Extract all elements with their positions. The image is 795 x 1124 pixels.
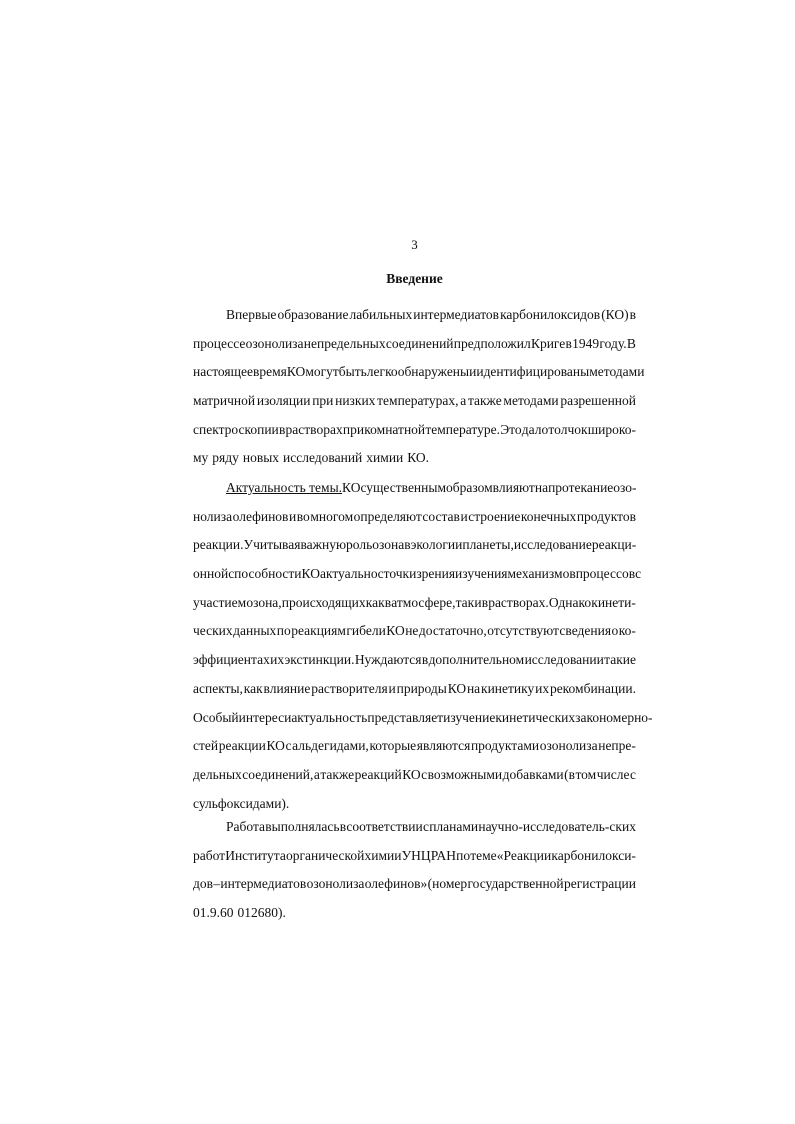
word: работ (193, 847, 226, 863)
word: дов (193, 876, 213, 892)
word: с (421, 766, 428, 782)
word: дополнительном (428, 652, 525, 668)
word: рекомбинации. (549, 680, 636, 696)
word: РАН (430, 847, 457, 863)
word: добавками (502, 766, 564, 782)
word: Нуждаются (354, 652, 422, 668)
word: изучение (443, 709, 496, 725)
text-line (193, 503, 636, 532)
word: кинети- (591, 594, 636, 610)
word: исследований (283, 450, 363, 466)
word: ческих (193, 623, 233, 639)
word: озо- (613, 480, 637, 495)
word: нолиза (193, 508, 233, 524)
word: Института (225, 847, 286, 863)
word: методами (503, 393, 559, 409)
word: конечных (520, 508, 577, 524)
word: «Реакции (496, 847, 552, 863)
word: новых (242, 450, 280, 466)
text-line (193, 387, 636, 416)
word: (КО) (601, 307, 629, 322)
word: научно-исследователь-ских (478, 819, 636, 834)
word: и (284, 709, 292, 725)
word: планами (429, 819, 479, 834)
word: протекание (548, 480, 614, 495)
word: КО (402, 766, 421, 782)
word: в (565, 335, 572, 351)
word: озонолиза (306, 876, 365, 892)
word: представляет (367, 709, 444, 725)
word: толчок (548, 421, 588, 437)
word: числе (596, 766, 630, 782)
word: сульфоксидами). (193, 795, 290, 811)
word: комнатной (364, 421, 426, 437)
text-line (193, 589, 636, 618)
text-line (193, 646, 636, 675)
word: происходящих (281, 594, 366, 610)
word: исследовании (524, 652, 604, 668)
word: 1949 (572, 335, 600, 351)
word: данных (233, 623, 277, 639)
word: КО. (407, 450, 430, 466)
word: органической (285, 847, 365, 863)
paragraph-intro (193, 301, 645, 473)
word: влияние (263, 680, 311, 696)
word: как (365, 594, 385, 610)
word: не (405, 623, 419, 639)
word: 01.9.60 (193, 905, 234, 921)
word: Учитывая (243, 537, 301, 553)
word: температуре. (425, 421, 500, 437)
word: природы (396, 680, 447, 696)
word: исследование (513, 537, 592, 553)
word: широко- (587, 421, 636, 437)
word: точки (383, 566, 417, 582)
word: растворах. (488, 594, 549, 610)
word: а (460, 393, 467, 409)
word: на (466, 680, 481, 696)
word: химии (364, 847, 402, 863)
text-line (193, 301, 636, 330)
word: процессов (575, 566, 636, 582)
word: о (611, 623, 619, 639)
word: реакции (218, 738, 266, 754)
word: олефинов» (364, 876, 428, 892)
word: (номер (427, 876, 468, 892)
word: образование (277, 307, 349, 322)
text-line (193, 617, 636, 646)
word: идентифицированы (476, 364, 590, 380)
word: методами (589, 364, 645, 380)
word: интерес (238, 709, 285, 725)
word: многом (310, 508, 354, 524)
text-line (193, 474, 636, 503)
word: определяют (353, 508, 422, 524)
word: экологии (410, 537, 463, 553)
word: важную (300, 537, 347, 553)
word: отсутствуют (487, 623, 559, 639)
word: Особый (193, 709, 239, 725)
word: роль (346, 537, 373, 553)
word: регистрации (563, 876, 636, 892)
word: КО (301, 566, 320, 582)
word: их (270, 652, 285, 668)
word: продуктов (576, 508, 636, 524)
paragraph-funding (193, 813, 636, 928)
word: температурах, (377, 393, 459, 409)
text-line (193, 761, 636, 790)
word: экстинкции. (284, 652, 355, 668)
word: альдегидами, (292, 738, 369, 754)
word: с (422, 819, 429, 834)
word: непре- (598, 738, 636, 754)
word: реакциям (291, 623, 346, 639)
word: быть (338, 364, 367, 380)
word: участием (193, 594, 247, 610)
word: с (377, 566, 384, 582)
word: состав (422, 508, 460, 524)
word: актуально (319, 566, 378, 582)
word: теме (470, 847, 497, 863)
word: дало (521, 421, 549, 437)
word: эффициентах (193, 652, 270, 668)
word: растворителя (311, 680, 388, 696)
word: зрения (416, 566, 456, 582)
word: ко- (618, 623, 636, 639)
word: в (339, 819, 347, 834)
word: актуальность (291, 709, 368, 725)
word: в (404, 537, 411, 553)
word: механизмов (507, 566, 576, 582)
word: атмосфере, (391, 594, 456, 610)
word: озонолиза (539, 738, 598, 754)
word: по (456, 847, 471, 863)
word: химии (366, 450, 404, 466)
word: том (575, 766, 597, 782)
word: легко (366, 364, 398, 380)
word: интермедиатов (413, 307, 500, 322)
word: дельных (193, 766, 242, 782)
word: растворах (285, 421, 343, 437)
word: так (455, 594, 475, 610)
word: с (635, 566, 642, 582)
word: ряду (212, 450, 239, 466)
word: му (193, 450, 209, 466)
word: предположил (453, 335, 531, 351)
word: 012680). (237, 905, 286, 921)
word: В (626, 335, 636, 351)
word: реакции. (193, 537, 244, 553)
word: строение (468, 508, 521, 524)
word: КО (286, 364, 306, 380)
word: также (467, 393, 502, 409)
word: соединений (385, 335, 454, 351)
word: КО (342, 480, 361, 495)
word: лабильных (349, 307, 413, 322)
text-line (193, 330, 636, 359)
word: в (278, 421, 286, 437)
word: могут (305, 364, 339, 380)
word: онной (193, 566, 229, 582)
word: на (534, 480, 549, 495)
word: КО (386, 623, 405, 639)
text-line (193, 870, 636, 899)
word: спектроскопии (193, 421, 279, 437)
word: существенным (360, 480, 446, 495)
page-number: 3 (411, 237, 418, 252)
word: кинетику (481, 680, 535, 696)
word: при (342, 421, 365, 437)
word: изучения (455, 566, 508, 582)
word: и (469, 364, 477, 380)
word: (в (564, 766, 575, 782)
word: время (253, 364, 287, 380)
word: продуктами (470, 738, 540, 754)
word: обнаружены (397, 364, 470, 380)
word: в (629, 307, 636, 322)
text-line (193, 899, 636, 928)
word: Криге (530, 335, 566, 351)
word: а (313, 766, 320, 782)
word: Впервые (226, 307, 277, 322)
word: аспекты, (193, 680, 243, 696)
word: разрешенной (560, 393, 636, 409)
word: выполнялась (265, 819, 340, 834)
word: в (481, 594, 489, 610)
word: соединений, (242, 766, 314, 782)
section-label: Актуальность темы. (226, 480, 343, 495)
word: закономерно- (575, 709, 653, 725)
text-line (193, 560, 642, 589)
word: и (474, 594, 482, 610)
word: реакци- (591, 537, 637, 553)
word: озона (372, 537, 405, 553)
word: КО (447, 680, 467, 696)
word: процессе (193, 335, 246, 351)
word: Работа (226, 819, 265, 834)
word: изоляции (256, 393, 311, 409)
word: году. (599, 335, 627, 351)
word: влияют (492, 480, 535, 495)
text-line (193, 531, 636, 560)
word: в (421, 652, 429, 668)
word: соответствии (346, 819, 423, 834)
word: интермедиатов (220, 876, 307, 892)
text-line (193, 675, 636, 704)
word: непредельных (303, 335, 386, 351)
word: с (285, 738, 292, 754)
word: по (276, 623, 291, 639)
word: и (288, 508, 297, 524)
text-line (193, 704, 653, 733)
word: настоящее (193, 364, 254, 380)
word: образом (446, 480, 493, 495)
word: низких (335, 393, 376, 409)
word: возможными (427, 766, 503, 782)
word: как (243, 680, 263, 696)
text-line (193, 813, 636, 842)
word: Это (500, 421, 522, 437)
word: государственной (467, 876, 564, 892)
word: стей (193, 738, 219, 754)
word: и (388, 680, 396, 696)
page-title: Введение (386, 271, 443, 286)
text-line (193, 416, 636, 445)
word: с (629, 766, 636, 782)
word: – (213, 876, 221, 892)
word: КО (266, 738, 285, 754)
word: достаточно, (418, 623, 487, 639)
word: способности (228, 566, 302, 582)
word: карбонилоксидов (500, 307, 601, 322)
word: планеты, (462, 537, 514, 553)
word: карбонилокси- (551, 847, 636, 863)
word: гибели (346, 623, 386, 639)
word: такие (604, 652, 636, 668)
word: в (384, 594, 392, 610)
word: Однако (548, 594, 592, 610)
word: и (460, 508, 468, 524)
word: реакций (354, 766, 402, 782)
word: озонолиза (245, 335, 304, 351)
word: их (535, 680, 550, 696)
word: также (320, 766, 355, 782)
word: во (296, 508, 310, 524)
paragraph-relevance (193, 474, 653, 818)
text-line (193, 842, 636, 871)
word: которые (369, 738, 417, 754)
text-line (193, 444, 636, 473)
word: УНЦ (401, 847, 431, 863)
word: кинетических (495, 709, 576, 725)
text-line (193, 358, 645, 387)
word: при (312, 393, 334, 409)
word: матричной (193, 393, 256, 409)
word: олефинов (232, 508, 289, 524)
word: сведения (559, 623, 612, 639)
text-line (193, 732, 636, 761)
word: являются (416, 738, 471, 754)
word: озона, (246, 594, 282, 610)
